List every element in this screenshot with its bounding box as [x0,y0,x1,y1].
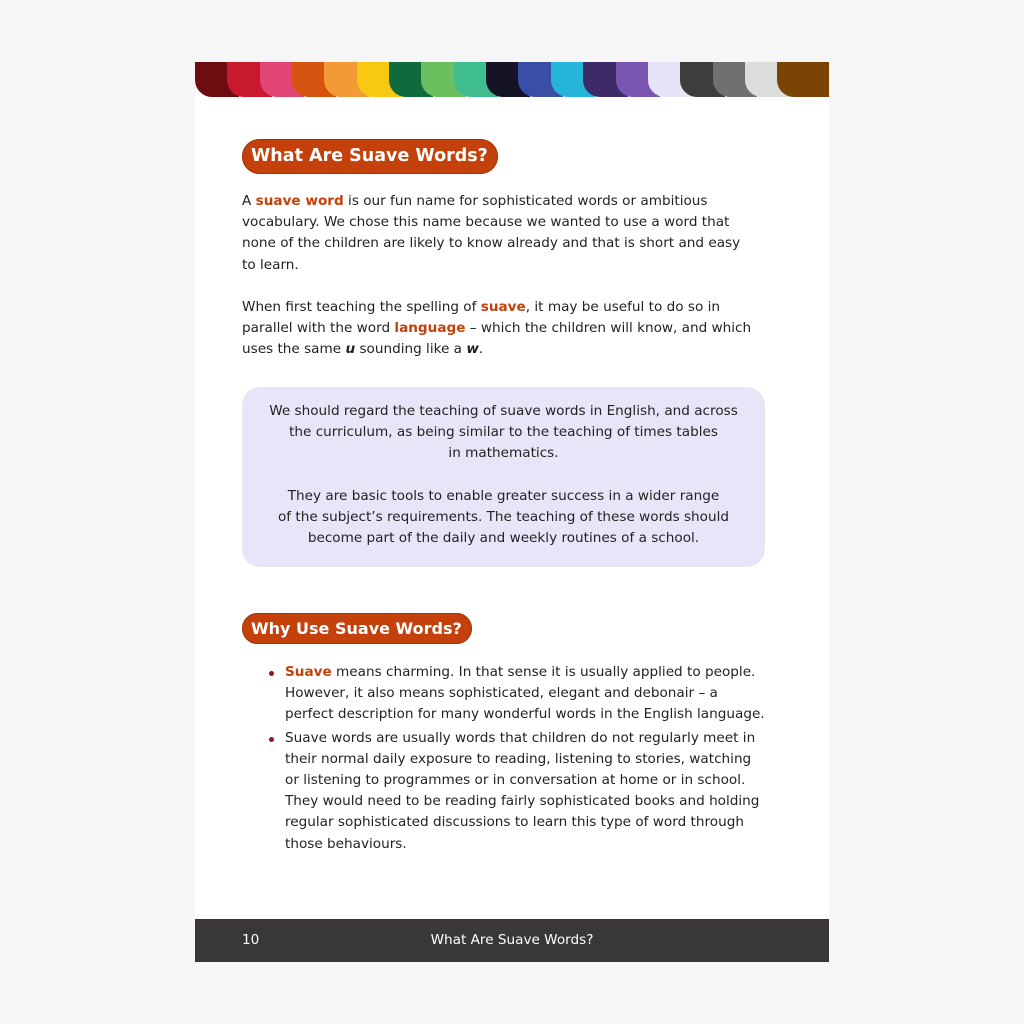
highlight-suave-word: suave word [255,193,344,209]
highlight-suave-bullet: Suave [285,664,332,680]
text-run: sounding like a [355,341,467,358]
paragraph-spelling [242,297,767,361]
highlight-suave: suave [480,299,526,315]
quote-box [242,387,765,567]
reasons-list [265,662,765,857]
page-number: 10 [242,932,260,948]
color-tab-strip [195,62,829,97]
section-heading-what: What Are Suave Words? [242,139,498,174]
footer-title: What Are Suave Words? [430,932,594,948]
color-tab [777,62,829,97]
text-run: When first teaching the spelling of [242,299,481,315]
letter-u: u [345,341,356,358]
quote-line-2: the curriculum, as being similar to the teaching of times tables [289,424,718,440]
text-run: . [478,341,484,358]
quote-line-5: of the subject’s requirements. The teaching of these words should [277,509,730,525]
paragraph-definition [242,191,747,276]
bullet-icon [269,737,274,742]
bullet-icon [269,671,274,676]
quote-line-6: become part of the daily and weekly routines of a school. [307,530,700,546]
highlight-language: language [394,320,466,337]
text-run: A [242,193,256,209]
text-run: is our fun name for sophisticated words or ambitious vocabulary. We chose this name because we wanted to use a word that none of the children are likely to know already and that is short and easy to learn. [242,193,741,273]
page-footer [195,919,829,962]
text-run: , it may be useful to do so in parallel with the word [242,299,720,337]
section-heading-why: Why Use Suave Words? [242,613,472,644]
list-item [265,662,765,726]
bullet-text: Suave words are usually words that children do not regularly meet in their normal daily exposure to reading, listening to stories, watching or listening to programmes or in conversation at home or in school. They would need to be reading fairly sophisticated books and holding regular sophisticated discussions to learn this type of word through those behaviours. [285,729,760,852]
quote-line-1: We should regard the teaching of suave words in English, and across [269,403,738,419]
quote-line-4: They are basic tools to enable greater success in a wider range [287,488,720,504]
quote-line-3: in mathematics. [448,445,559,461]
letter-w: w [466,341,479,358]
list-item [265,728,765,855]
bullet-text: means charming. In that sense it is usually applied to people. However, it also means sophisticated, elegant and debonair – a perfect description for many wonderful words in the English language. [285,664,765,723]
text-run: – which the children will know, and which uses the same [242,320,752,358]
document-page [195,62,829,962]
